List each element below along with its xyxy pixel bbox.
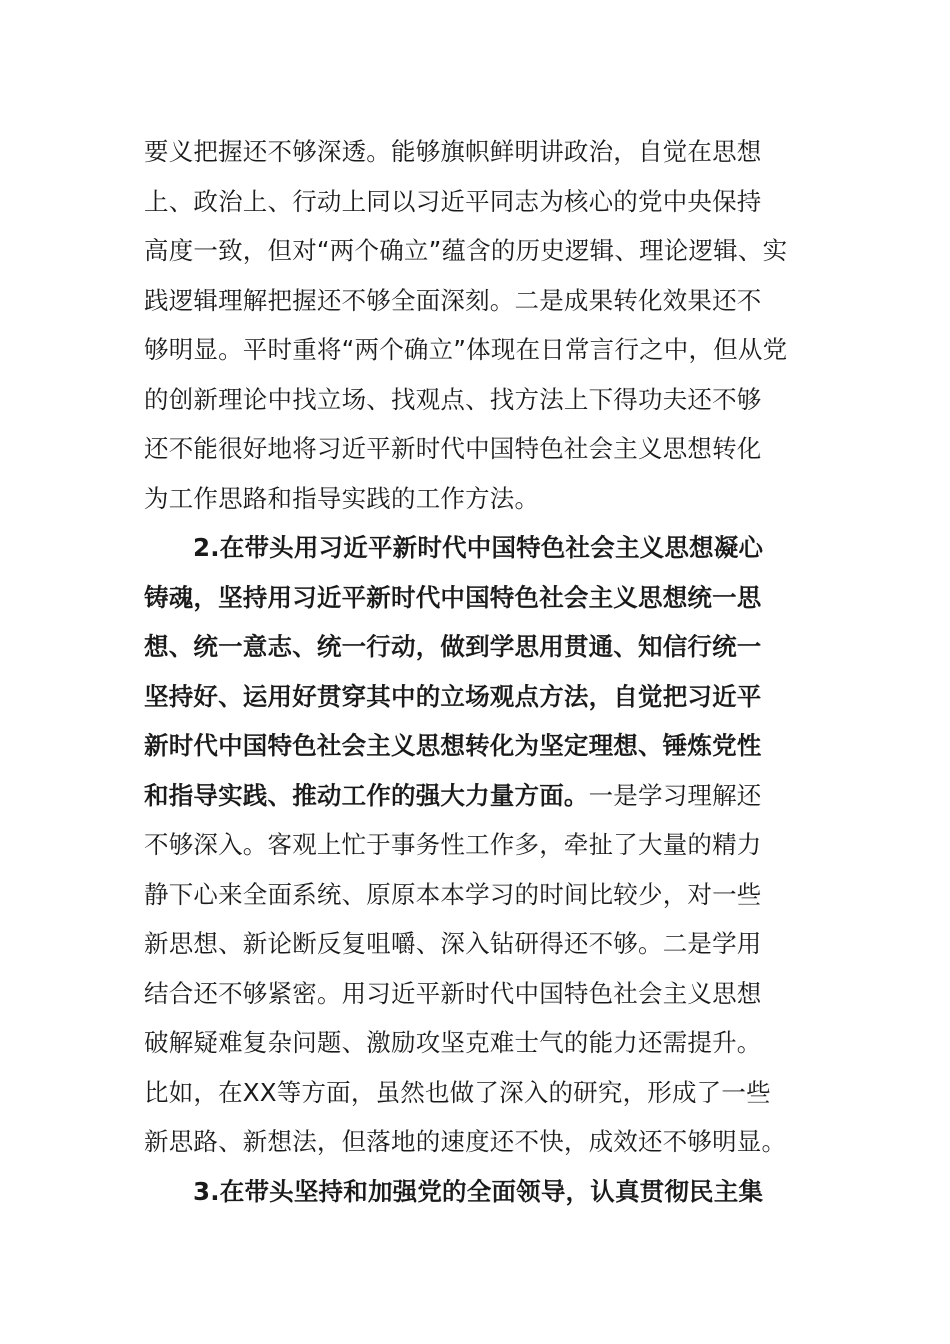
body-text: 要义把握还不够深透。能够旗帜鲜明讲政治，自觉在思想 [144, 137, 762, 166]
body-text: 结合还不够紧密。用习近平新时代中国特色社会主义思想 [144, 978, 762, 1008]
text-line [144, 1018, 808, 1068]
text-line [144, 969, 808, 1019]
body-text: 践逻辑理解把握还不够全面深刻。二是成果转化效果还不 [144, 285, 762, 315]
text-line [144, 325, 808, 375]
text-line [144, 226, 808, 276]
text-line [144, 573, 808, 623]
body-text: 够明显。平时重将“两个确立”体现在日常言行之中，但从党 [144, 335, 788, 364]
document-body [144, 127, 808, 1216]
text-line [144, 1167, 808, 1217]
body-text: 的创新理论中找立场、找观点、找方法上下得功夫还不够 [144, 384, 762, 414]
heading-text: 坚持好、运用好贯穿其中的立场观点方法，自觉把习近平 [144, 681, 762, 711]
text-line [144, 820, 808, 870]
body-text: 为工作思路和指导实践的工作方法。 [144, 483, 540, 513]
text-line [144, 1068, 808, 1118]
body-text: 新思路、新想法，但落地的速度还不快，成效还不够明显。 [144, 1127, 787, 1156]
text-line [144, 771, 808, 821]
heading-text: 新时代中国特色社会主义思想转化为坚定理想、锤炼党性 [144, 731, 762, 760]
body-text: 一是学习理解还 [588, 780, 762, 810]
text-line [144, 127, 808, 177]
body-text: 静下心来全面系统、原原本本学习的时间比较少，对一些 [144, 879, 762, 909]
body-text: 高度一致，但对“两个确立”蕴含的历史逻辑、理论逻辑、实 [144, 236, 788, 265]
text-line [144, 375, 808, 425]
body-text: 比如，在XX等方面，虽然也做了深入的研究，形成了一些 [144, 1077, 771, 1107]
body-text: 上、政治上、行动上同以习近平同志为核心的党中央保持 [144, 186, 762, 216]
heading-text: 铸魂，坚持用习近平新时代中国特色社会主义思想统一思 [144, 582, 762, 612]
text-line [144, 523, 808, 573]
heading-text: 2.在带头用习近平新时代中国特色社会主义思想凝心 [193, 533, 764, 562]
body-text: 新思想、新论断反复咀嚼、深入钻研得还不够。二是学用 [144, 929, 762, 958]
body-text: 不够深入。客观上忙于事务性工作多，牵扯了大量的精力 [144, 830, 762, 859]
text-line [144, 721, 808, 771]
heading-text: 和指导实践、推动工作的强大力量方面。 [144, 780, 589, 810]
text-line [144, 672, 808, 722]
text-line [144, 177, 808, 227]
text-line [144, 919, 808, 969]
heading-text: 3.在带头坚持和加强党的全面领导，认真贯彻民主集 [193, 1176, 764, 1206]
text-line [144, 276, 808, 326]
text-line [144, 424, 808, 474]
text-line [144, 870, 808, 920]
body-text: 还不能很好地将习近平新时代中国特色社会主义思想转化 [144, 434, 762, 463]
text-line [144, 474, 808, 524]
body-text: 破解疑难复杂问题、激励攻坚克难士气的能力还需提升。 [144, 1028, 762, 1057]
text-line [144, 622, 808, 672]
heading-text: 想、统一意志、统一行动，做到学思用贯通、知信行统一 [144, 632, 762, 661]
text-line [144, 1117, 808, 1167]
